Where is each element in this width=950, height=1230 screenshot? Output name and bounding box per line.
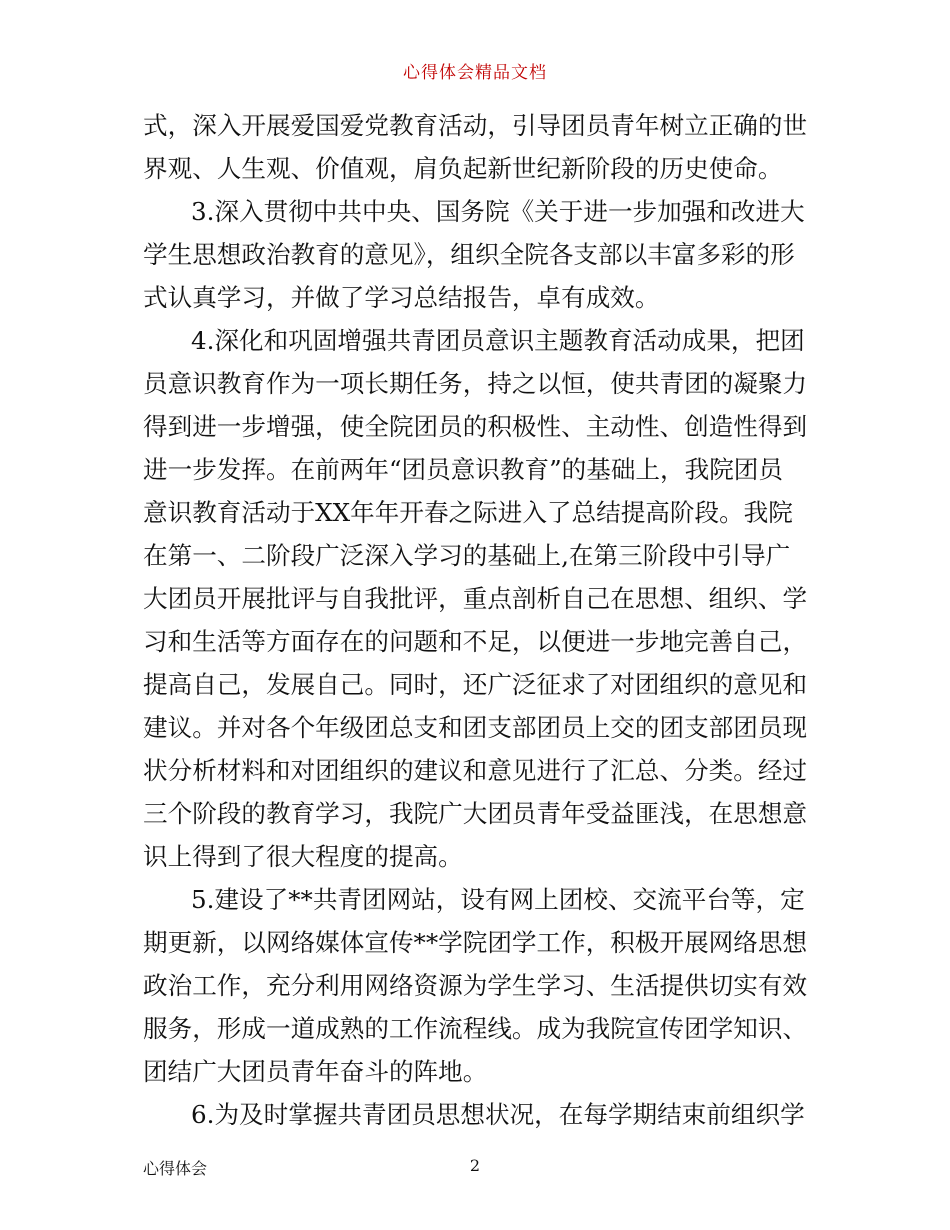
text-line: 5.建设了**共青团网站，设有网上团校、交流平台等，定 (191, 885, 805, 914)
text-line: 进一步发挥。在前两年“团员意识教育”的基础上，我院团员 (143, 455, 783, 484)
text-line: 4.深化和巩固增强共青团员意识主题教育活动成果，把团 (191, 326, 805, 355)
text-line: 员意识教育作为一项长期任务，持之以恒，使共青团的凝聚力 (143, 369, 808, 398)
text-line: 式认真学习，并做了学习总结报告，卓有成效。 (143, 283, 660, 312)
text-line: 期更新，以网络媒体宣传**学院团学工作，积极开展网络思想 (143, 928, 808, 957)
text-line: 6.为及时掌握共青团员思想状况，在每学期结束前组织学 (191, 1100, 805, 1129)
footer-label: 心得体会 (143, 1159, 208, 1178)
text-line: 界观、人生观、价值观，肩负起新世纪新阶段的历史使命。 (143, 154, 783, 183)
text-line: 3.深入贯彻中共中央、国务院《关于进一步加强和改进大 (191, 197, 805, 226)
text-line: 识上得到了很大程度的提高。 (143, 842, 463, 871)
text-line: 政治工作，充分利用网络资源为学生学习、生活提供切实有效 (143, 971, 808, 1000)
text-line: 式，深入开展爱国爱党教育活动，引导团员青年树立正确的世 (143, 111, 808, 140)
text-line: 团结广大团员青年奋斗的阵地。 (143, 1057, 488, 1086)
text-line: 三个阶段的教育学习，我院广大团员青年受益匪浅，在思想意 (143, 799, 808, 828)
text-line: 习和生活等方面存在的问题和不足，以便进一步地完善自己， (143, 627, 808, 656)
text-line: 得到进一步增强，使全院团员的积极性、主动性、创造性得到 (143, 412, 808, 441)
text-line: 意识教育活动于XX年年开春之际进入了总结提高阶段。我院 (143, 498, 793, 527)
text-line: 学生思想政治教育的意见》，组织全院各支部以丰富多彩的形 (143, 240, 795, 269)
text-line: 服务，形成一道成熟的工作流程线。成为我院宣传团学知识、 (143, 1014, 808, 1043)
text-line: 状分析材料和对团组织的建议和意见进行了汇总、分类。经过 (143, 756, 808, 785)
page-header-title: 心得体会精品文档 (403, 63, 547, 83)
text-line: 提高自己，发展自己。同时，还广泛征求了对团组织的意见和 (143, 670, 808, 699)
text-line: 建议。并对各个年级团总支和团支部团员上交的团支部团员现 (143, 713, 808, 742)
body-text (143, 104, 813, 1136)
page-number: 2 (469, 1156, 481, 1175)
text-line: 大团员开展批评与自我批评，重点剖析自己在思想、组织、学 (143, 584, 808, 613)
text-line: 在第一、二阶段广泛深入学习的基础上,在第三阶段中引导广 (143, 541, 791, 570)
